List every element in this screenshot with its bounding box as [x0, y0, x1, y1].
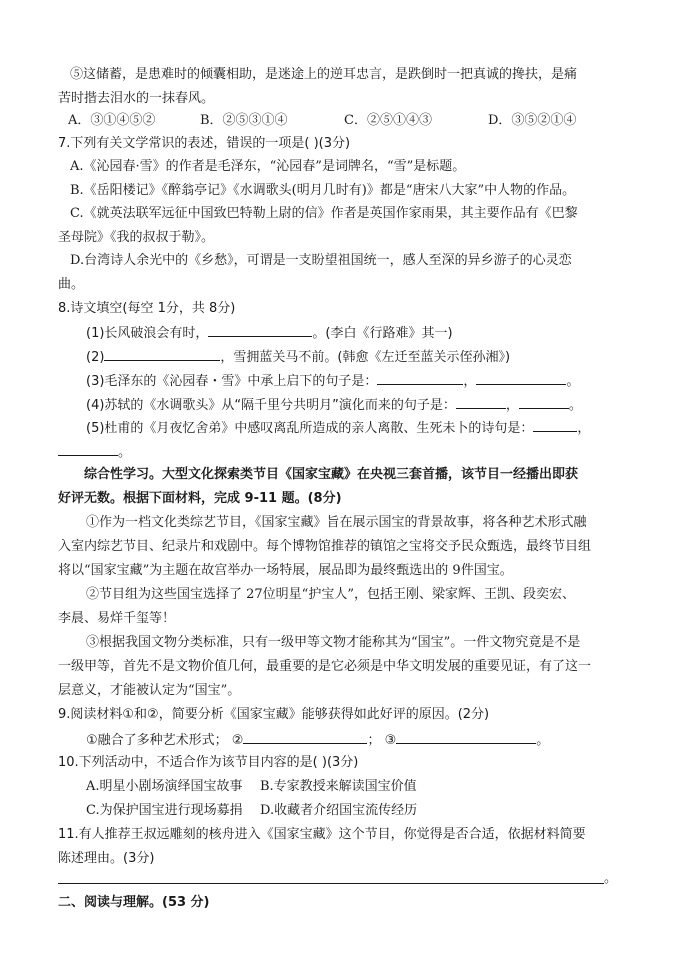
q7-option-a: A.《沁园春·雪》的作者是毛泽东，“沁园春”是词牌名，“雪”是标题。 — [70, 159, 466, 174]
q7-option-c-line1: C.《就英法联军远征中国致巴特勒上尉的信》作者是英国作家雨果，其主要作品有《巴黎 — [70, 206, 578, 221]
q8-s5-prefix: (5)杜甫的《月夜忆舍弟》中感叹离乱所造成的亲人离散、生死未卜的诗句是： — [86, 421, 534, 436]
q8-blank-3[interactable] — [377, 371, 463, 385]
q7-option-b: B.《岳阳楼记》《醉翁亭记》《水调歌头(明月几时有)》都是“唐宋八大家”中人物的作品。 — [70, 183, 576, 198]
q10-option-b: B.专家教授来解读国宝价值 — [260, 779, 417, 794]
material-3-line1: ③根据我国文物分类标准，只有一级甲等文物才能称其为“国宝”。一件文物究竟是不是 — [86, 635, 581, 650]
material-2-line1: ②节目组为这些国宝选择了 27位明星“护宝人”，包括王刚、梁家辉、王凯、段奕宏、 — [86, 587, 575, 602]
section-2-title: 二、阅读与理解。(53 分) — [58, 895, 210, 910]
q9-a3: 。 — [536, 733, 550, 748]
q10-stem: 10.下列活动中，不适合作为该节目内容的是( )(3分) — [58, 755, 359, 770]
q8-s5-period: 。 — [118, 445, 132, 460]
comp-intro-line2: 好评无数。根据下面材料，完成 9-11 题。(8分) — [58, 491, 342, 506]
material-1-line2: 入室内综艺节目、纪录片和戏剧中。每个博物馆推荐的镇馆之宝将交予民众甄选，最终节目组 — [58, 539, 592, 554]
q8-s5-comma: ， — [577, 421, 591, 436]
material-3-line2: 一级甲等，首先不是文物价值几何，最重要的是它必须是中华文明发展的重要见证，有了这一 — [58, 659, 592, 674]
q8-s4-comma: ， — [505, 398, 519, 413]
q8-s3-comma: ， — [463, 374, 477, 389]
q8-stem: 8.诗文填空(每空 1分，共 8分) — [58, 301, 236, 316]
q6-option-c: C．②⑤①④③ — [344, 113, 432, 128]
material-1-line3: 将以“国家宝藏”为主题在故宫举办一场特展，展品即为最终甄选出的 9件国宝。 — [58, 563, 513, 578]
q6-item5-line1: ⑤这储蓄，是患难时的倾囊相助，是迷途上的逆耳忠言，是跌倒时一把真诚的搀扶，是痛 — [70, 67, 578, 82]
q10-option-a: A.明星小剧场演绎国宝故事 — [86, 779, 243, 794]
q6-item5-line2: 苦时揩去泪水的一抹春风。 — [58, 91, 215, 106]
q8-blank-5[interactable] — [456, 395, 506, 409]
q10-option-c: C.为保护国宝进行现场募捐 — [86, 803, 243, 818]
q7-option-c-line2: 圣母院》《我的叔叔于勒》。 — [58, 230, 215, 245]
q8-sentence-5-cont — [58, 442, 131, 462]
q11-stem-line1: 11.有人推荐王叔远雕刻的核舟进入《国家宝藏》这个节目，你觉得是否合适，依据材料简要 — [58, 827, 586, 842]
q10-option-d: D.收藏者介绍国宝流传经历 — [260, 803, 418, 818]
q11-stem-line2: 陈述理由。(3分) — [58, 851, 155, 866]
q8-s3-period: 。 — [566, 374, 580, 389]
q8-blank-8[interactable] — [58, 442, 118, 456]
q8-blank-2[interactable] — [104, 347, 220, 361]
material-1-line1: ①作为一档文化类综艺节目，《国家宝藏》旨在展示国宝的背景故事，将各种艺术形式融 — [86, 515, 587, 530]
q8-sentence-2 — [86, 347, 510, 367]
q8-s1-prefix: (1)长风破浪会有时， — [86, 326, 209, 341]
q7-stem: 7.下列有关文学常识的表述，错误的一项是( )(3分) — [58, 136, 351, 151]
q9-blank-2[interactable] — [243, 730, 367, 744]
q6-option-a: A．③①④⑤② — [68, 113, 156, 128]
q8-sentence-4 — [86, 395, 582, 415]
q11-answer-line[interactable] — [58, 883, 604, 884]
q8-s3-prefix: (3)毛泽东的《沁园春・雪》中承上启下的句子是： — [86, 374, 378, 389]
q8-s2-suffix: ，雪拥蓝关马不前。(韩愈《左迁至蓝关示侄孙湘》) — [220, 350, 511, 365]
q8-blank-6[interactable] — [519, 395, 569, 409]
q7-option-d-line1: D.台湾诗人余光中的《乡愁》，可谓是一支盼望祖国统一，感人至深的异乡游子的心灵恋 — [70, 253, 572, 268]
q8-s4-prefix: (4)苏轼的《水调歌头》从“隔千里兮共明月”演化而来的句子是： — [86, 398, 456, 413]
q9-a1: ①融合了多种艺术形式； ② — [86, 733, 244, 748]
comp-intro-line1: 综合性学习。大型文化探索类节目《国家宝藏》在央视三套首播，该节目一经播出即获 — [84, 467, 579, 482]
material-2-line2: 李晨、易烊千玺等！ — [58, 611, 176, 626]
q9-stem: 9.阅读材料①和②，简要分析《国家宝藏》能够获得如此好评的原因。(2分) — [58, 707, 490, 722]
q9-a2: ； ③ — [367, 733, 397, 748]
q8-sentence-1 — [86, 323, 453, 343]
q8-s4-period: 。 — [568, 398, 582, 413]
material-3-line3: 层意义，才能被认定为“国宝”。 — [58, 683, 241, 698]
q8-blank-4[interactable] — [476, 371, 566, 385]
q8-sentence-3 — [86, 371, 579, 391]
q9-blank-3[interactable] — [396, 730, 536, 744]
q8-blank-1[interactable] — [208, 323, 312, 337]
q7-option-d-line2: 曲。 — [58, 277, 85, 292]
q8-s2-prefix: (2) — [86, 350, 105, 365]
q9-answer-line — [86, 730, 549, 750]
q8-s1-suffix: 。(李白《行路难》其一) — [312, 326, 453, 341]
q6-option-b: B．②⑤③①④ — [200, 113, 288, 128]
q6-option-d: D．③⑤②①④ — [488, 113, 577, 128]
q11-end-period: 。 — [604, 871, 618, 886]
q8-sentence-5 — [86, 418, 590, 438]
q8-blank-7[interactable] — [533, 418, 577, 432]
